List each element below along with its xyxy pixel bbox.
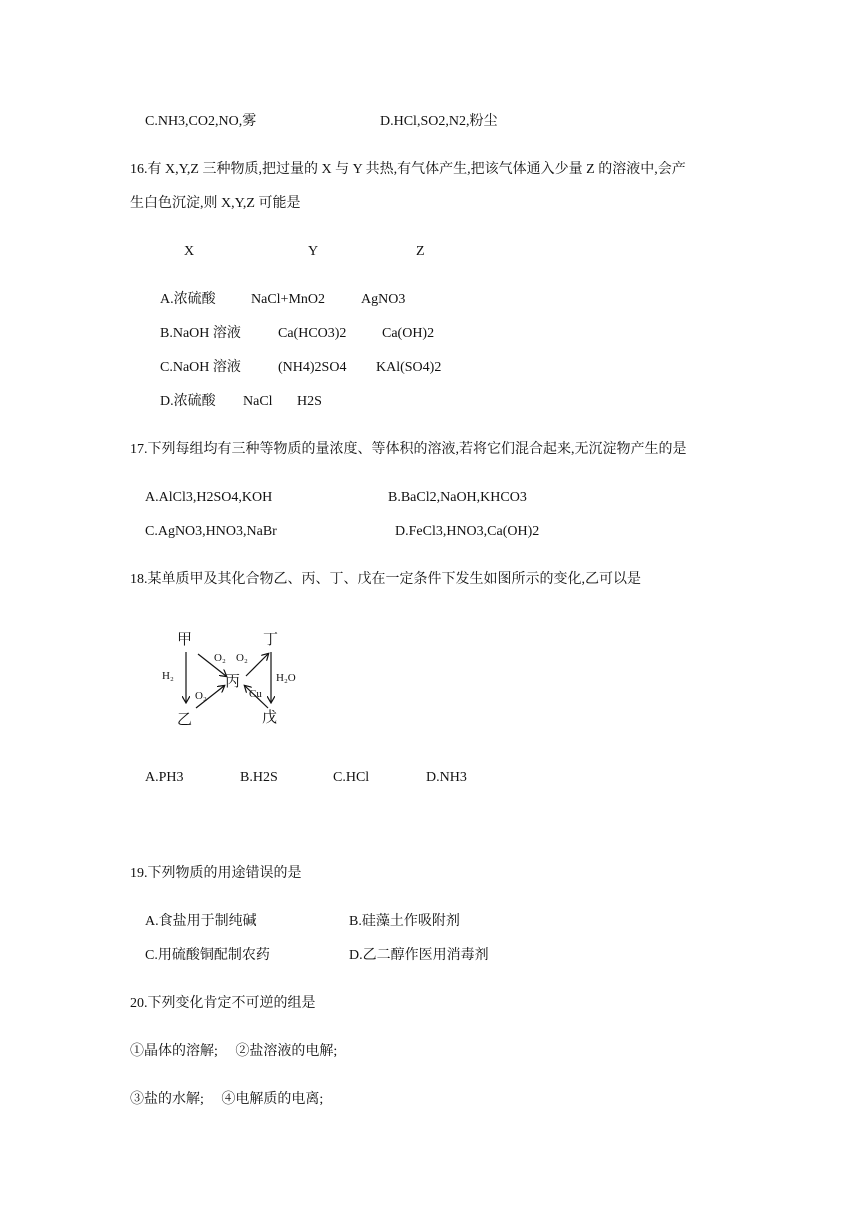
diagram-node-ding: 丁: [263, 632, 279, 648]
q16-option-a-x: A.浓硫酸: [160, 292, 216, 307]
q20-stem: 20.下列变化肯定不可逆的组是: [130, 996, 316, 1011]
diagram-label-o2-a: O₂: [214, 652, 226, 664]
diagram-node-bing: 丙: [225, 674, 241, 690]
diagram-node-jia: 甲: [177, 632, 193, 648]
q18-option-a: A.PH3: [145, 770, 184, 785]
q18-reaction-diagram: [150, 624, 330, 736]
diagram-node-yi: 乙: [177, 712, 193, 728]
q19-option-c: C.用硫酸铜配制农药: [145, 948, 270, 963]
q18-option-c: C.HCl: [333, 770, 370, 785]
q17-option-b: B.BaCl2,NaOH,KHCO3: [388, 490, 527, 505]
q19-option-a: A.食盐用于制纯碱: [145, 914, 257, 929]
q16-option-b-z: Ca(OH)2: [382, 326, 435, 341]
q16-header-x: X: [184, 244, 195, 259]
q17-stem: 17.下列每组均有三种等物质的量浓度、等体积的溶液,若将它们混合起来,无沉淀物产生的是: [130, 442, 687, 457]
q16-header-y: Y: [308, 244, 319, 259]
q15-option-d: D.HCl,SO2,N2,粉尘: [380, 114, 498, 129]
q16-option-c-x: C.NaOH 溶液: [160, 360, 241, 375]
diagram-label-h2: H₂: [162, 670, 174, 682]
q16-option-a-z: AgNO3: [361, 292, 406, 307]
q18-stem: 18.某单质甲及其化合物乙、丙、丁、戊在一定条件下发生如图所示的变化,乙可以是: [130, 572, 641, 587]
q16-option-d-z: H2S: [297, 394, 322, 409]
q20-items-line1: ①晶体的溶解; ②盐溶液的电解;: [130, 1044, 338, 1059]
q18-option-b: B.H2S: [240, 770, 278, 785]
q16-option-a-y: NaCl+MnO2: [251, 292, 326, 307]
q19-option-b: B.硅藻土作吸附剂: [349, 914, 460, 929]
q15-option-c: C.NH3,CO2,NO,雾: [145, 114, 257, 129]
diagram-label-o2-b: O₂: [236, 652, 248, 664]
diagram-label-o2-c: O₂: [195, 690, 207, 702]
q17-option-d: D.FeCl3,HNO3,Ca(OH)2: [395, 524, 540, 539]
q18-option-d: D.NH3: [426, 770, 467, 785]
q16-option-c-z: KAl(SO4)2: [376, 360, 442, 375]
q16-header-z: Z: [416, 244, 425, 259]
diagram-label-cu: Cu: [249, 688, 262, 700]
q19-stem: 19.下列物质的用途错误的是: [130, 866, 302, 881]
q16-stem-line2: 生白色沉淀,则 X,Y,Z 可能是: [130, 196, 301, 211]
arrow-bing-to-ding: [246, 654, 268, 676]
q17-option-a: A.AlCl3,H2SO4,KOH: [145, 490, 273, 505]
q16-option-d-x: D.浓硫酸: [160, 394, 216, 409]
q16-option-b-x: B.NaOH 溶液: [160, 326, 241, 341]
q16-option-d-y: NaCl: [243, 394, 273, 409]
diagram-label-h2o: H₂O: [276, 672, 296, 684]
q17-option-c: C.AgNO3,HNO3,NaBr: [145, 524, 277, 539]
diagram-node-wu: 戊: [262, 710, 278, 726]
q16-stem-line1: 16.有 X,Y,Z 三种物质,把过量的 X 与 Y 共热,有气体产生,把该气体通入少量 Z 的溶液中,会产: [130, 162, 686, 177]
q16-option-b-y: Ca(HCO3)2: [278, 326, 347, 341]
q16-option-c-y: (NH4)2SO4: [278, 360, 347, 375]
q20-items-line2: ③盐的水解; ④电解质的电离;: [130, 1092, 324, 1107]
q19-option-d: D.乙二醇作医用消毒剂: [349, 948, 489, 963]
